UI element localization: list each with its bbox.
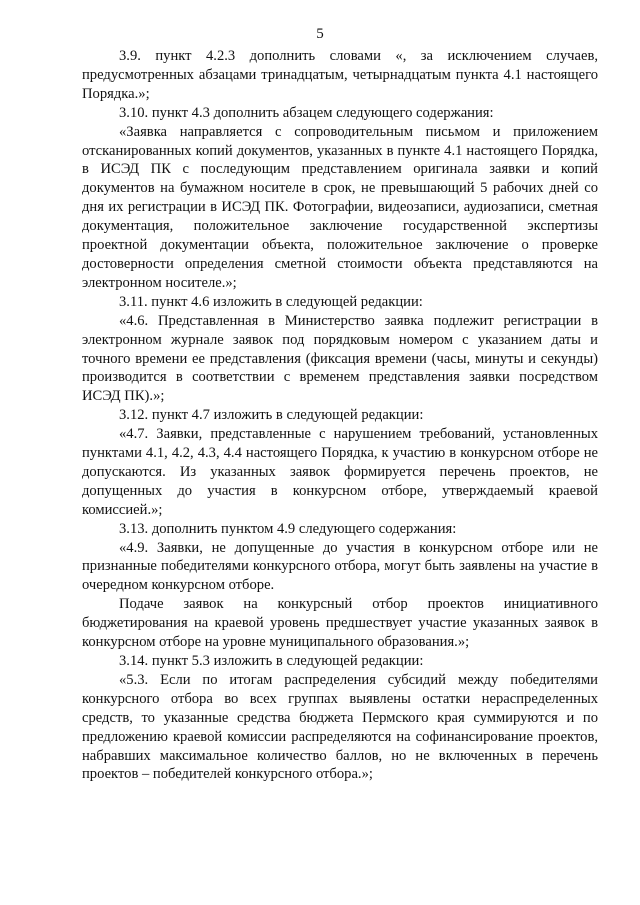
paragraph-4-6-text: «4.6. Представленная в Министерство заявка подлежит регистрации в электронном журнале заявок под порядковым номером с указанием даты и точного времени ее представления (фиксация времени (часы, минуты и секунды) производится в соответствии с временем представления заявки посредством ИСЭД ПК).»; <box>82 312 598 405</box>
paragraph-4-3-text: «Заявка направляется с сопроводительным письмом и приложением отсканированных копий документов, указанных в пункте 4.1 настоящего Порядка, в ИСЭД ПК с последующим представлением оригинала заявки и копий документов на бумажном носителе в срок, не превышающий 5 рабочих дней со дня их регистрации в ИСЭД ПК. Фотографии, видеозаписи, аудиозаписи, сметная документация, положительное заключение государственной экспертизы проектной документации объекта, положительное заключение о проверке достоверности определения сметной стоимости объекта представляются на электронном носителе.»; <box>82 123 598 291</box>
paragraph-3-9: 3.9. пункт 4.2.3 дополнить словами «, за исключением случаев, предусмотренных абзацами тринадцатым, четырнадцатым пункта 4.1 настоящего Порядка.»; <box>82 48 598 102</box>
paragraph-3-14: 3.14. пункт 5.3 изложить в следующей редакции: <box>119 653 424 669</box>
paragraph-4-9-text: «4.9. Заявки, не допущенные до участия в конкурсном отборе или не признанные победителями конкурсного отбора, могут быть заявлены на участие в очередном конкурсном отборе. <box>82 539 598 594</box>
paragraph-3-12: 3.12. пункт 4.7 изложить в следующей редакции: <box>119 407 424 424</box>
paragraph-4-7-text: «4.7. Заявки, представленные с нарушением требований, установленных пунктами 4.1, 4.2, 4.3, 4.4 настоящего Порядка, к участию в конкурсном отборе не допускаются. Из указанных заявок формируется перечень проектов, не допущенных до участия в конкурсном отборе, утверждаемый краевой комиссией.»; <box>82 426 598 518</box>
page-number: 5 <box>316 26 324 42</box>
paragraph-3-13: 3.13. дополнить пунктом 4.9 следующего содержания: <box>119 520 457 537</box>
paragraph-5-3-text: «5.3. Если по итогам распределения субсидий между победителями конкурсного отбора во всех группах выявлены остатки нераспределенных средств, то указанные средства бюджета Пермского края суммируются и по предложению краевой комиссии распределяются на софинансирование проектов, набравших максимальное количество баллов, но не включенных в перечень проектов – победителей конкурсного отбора.»; <box>82 671 598 783</box>
paragraph-3-11: 3.11. пункт 4.6 изложить в следующей редакции: <box>119 293 423 310</box>
document-body <box>82 47 598 784</box>
paragraph-4-9-continuation: Подаче заявок на конкурсный отбор проектов инициативного бюджетирования на краевой уровень предшествует участие указанных заявок в конкурсном отборе на уровне муниципального образования.»; <box>82 596 598 651</box>
paragraph-3-10: 3.10. пункт 4.3 дополнить абзацем следующего содержания: <box>119 104 494 121</box>
